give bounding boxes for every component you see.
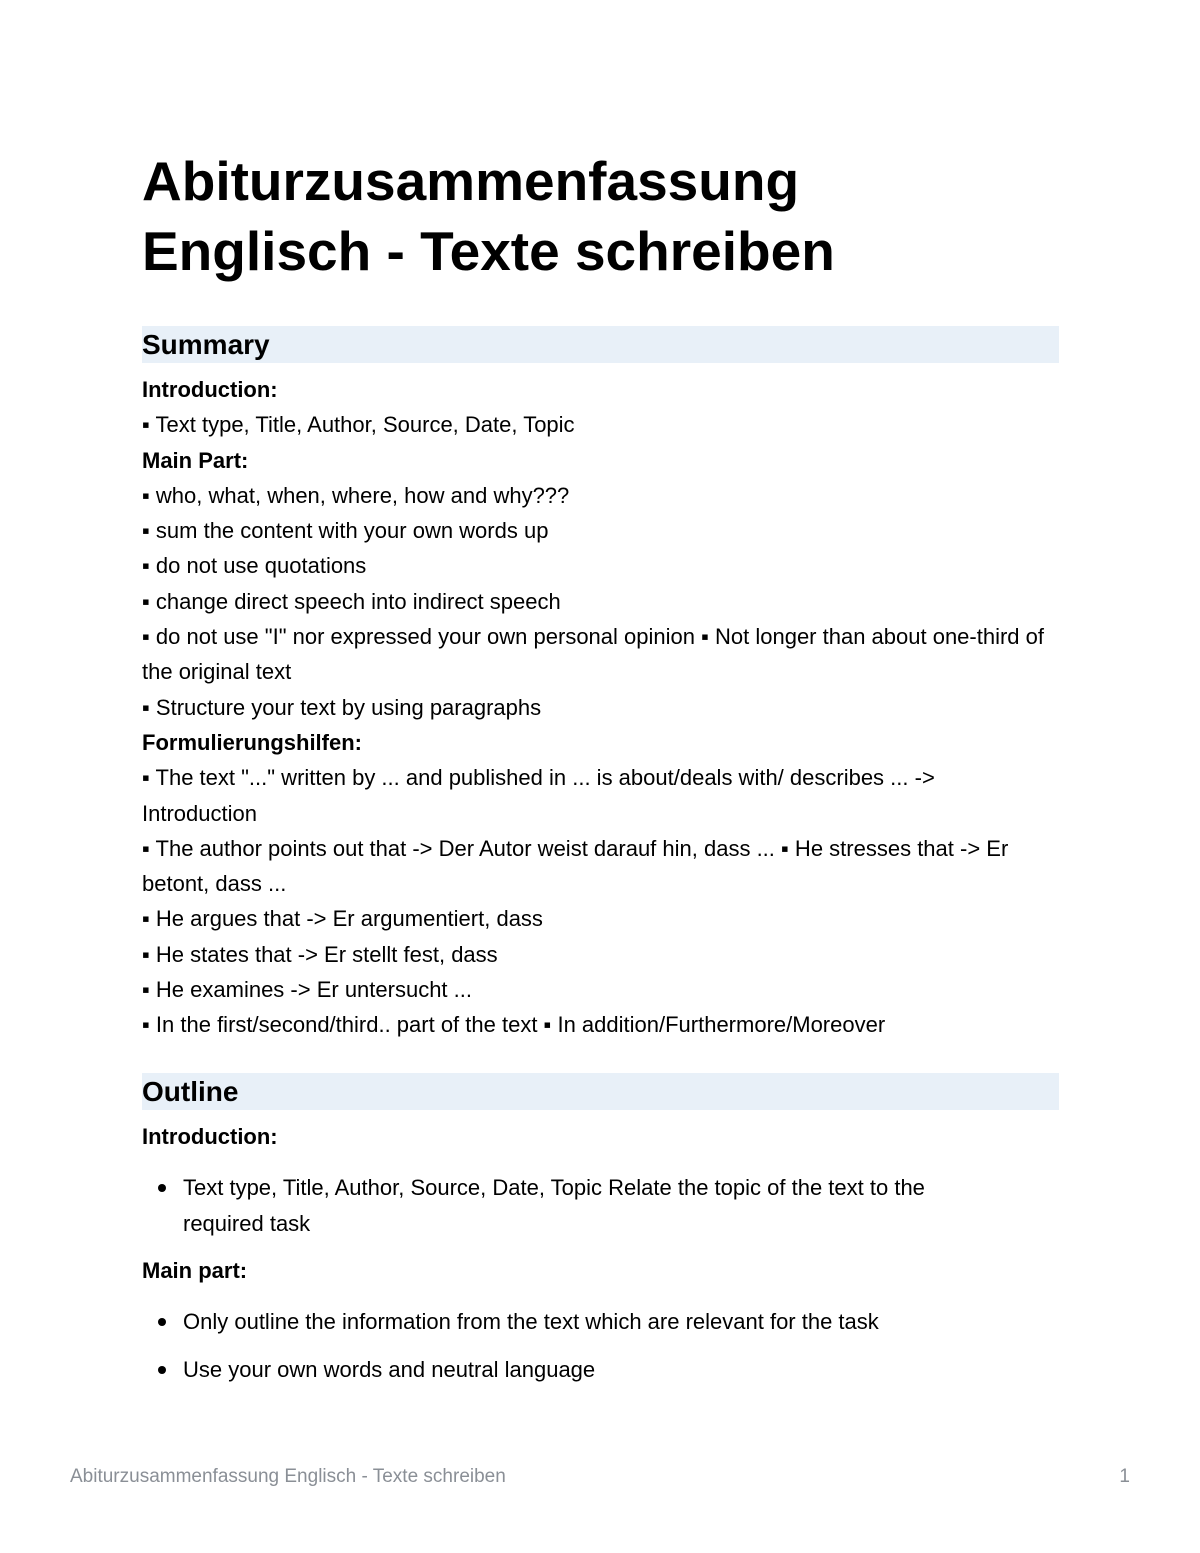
outline-main-part-item xyxy=(142,1304,1002,1340)
summary-heading: Summary xyxy=(142,326,1059,363)
summary-body xyxy=(142,372,1052,1043)
outline-main-part-item-text: Only outline the information from the text which are relevant for the task xyxy=(183,1309,879,1334)
outline-main-part-item-text: Use your own words and neutral language xyxy=(183,1357,596,1382)
outline-introduction-item-text: Text type, Title, Author, Source, Date, Topic Relate the topic of the text to the required task xyxy=(183,1175,925,1236)
summary-main-part-item: ▪ sum the content with your own words up xyxy=(142,518,549,544)
summary-main-part-item: ▪ do not use "I" nor expressed your own personal opinion ▪ Not longer than about one-third of the original text xyxy=(142,624,1044,685)
summary-introduction-label: Introduction: xyxy=(142,377,278,402)
outline-introduction-item xyxy=(142,1170,1002,1242)
summary-phrase-item: ▪ The author points out that -> Der Autor weist darauf hin, dass ... ▪ He stresses that -> Er betont, dass ... xyxy=(142,835,1009,897)
summary-main-part-item: ▪ change direct speech into indirect speech xyxy=(142,588,561,614)
summary-main-part-item: ▪ who, what, when, where, how and why??? xyxy=(142,482,570,508)
bullet-icon xyxy=(158,1318,166,1326)
page-number: 1 xyxy=(1119,1466,1130,1487)
summary-introduction-item: ▪ Text type, Title, Author, Source, Date, Topic xyxy=(142,412,575,438)
document-title xyxy=(142,146,1102,286)
outline-main-part-label: Main part: xyxy=(142,1258,248,1283)
bullet-icon xyxy=(158,1366,166,1374)
summary-phrases-label: Formulierungshilfen: xyxy=(142,729,362,755)
summary-main-part-item: ▪ Structure your text by using paragraphs xyxy=(142,694,542,720)
outline-heading: Outline xyxy=(142,1073,1059,1110)
summary-main-part-item: ▪ do not use quotations xyxy=(142,553,367,579)
document-title-line-1: Abiturzusammenfassung xyxy=(142,150,800,212)
summary-phrase-item: ▪ He examines -> Er untersucht ... xyxy=(142,977,472,1003)
document-title-line-2: Englisch - Texte schreiben xyxy=(142,220,835,282)
summary-phrase-item: ▪ He argues that -> Er argumentiert, dass xyxy=(142,906,543,932)
footer-title: Abiturzusammenfassung Englisch - Texte schreiben xyxy=(70,1466,506,1487)
summary-phrase-item: ▪ In the first/second/third.. part of the text ▪ In addition/Furthermore/Moreover xyxy=(142,1012,886,1038)
bullet-icon xyxy=(158,1184,166,1192)
summary-phrase-item: ▪ He states that -> Er stellt fest, dass xyxy=(142,941,498,967)
outline-main-part-item xyxy=(142,1352,1002,1388)
outline-introduction-label: Introduction: xyxy=(142,1124,278,1149)
summary-main-part-label: Main Part: xyxy=(142,447,249,473)
summary-phrase-item: ▪ The text "..." written by ... and published in ... is about/deals with/ describes ... -> Introduction xyxy=(142,765,935,826)
